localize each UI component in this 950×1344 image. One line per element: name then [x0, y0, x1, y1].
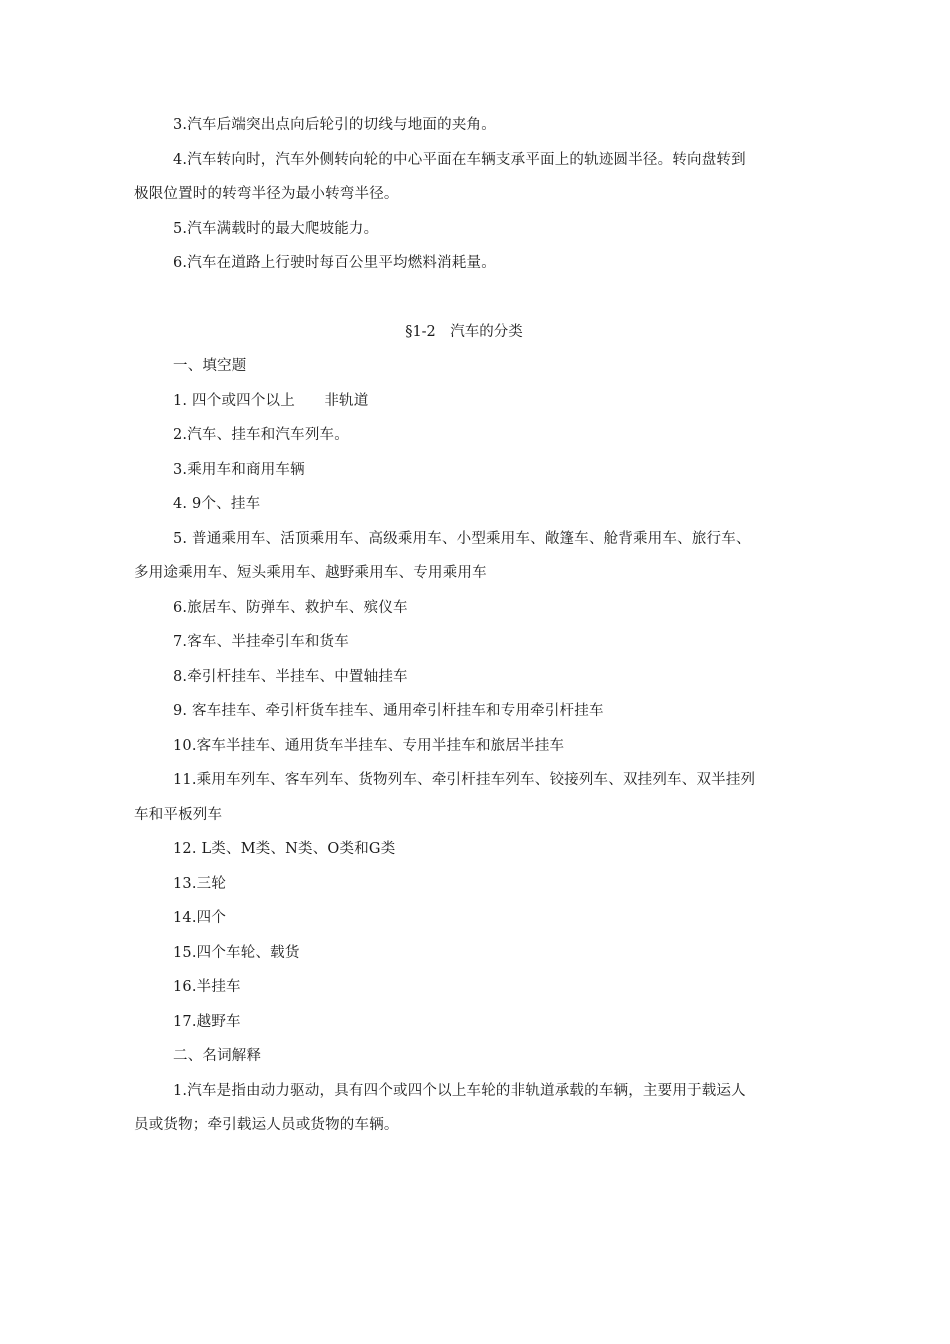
document-body [134, 108, 756, 1143]
fill-blank-answer: 15.四个车轮、载货 [173, 944, 300, 961]
fill-blank-answer: 14.四个 [173, 910, 227, 926]
section-gap [134, 281, 756, 315]
fill-blank-answer: 16.半挂车 [173, 979, 241, 995]
fill-blank-answer: 4. 9个、挂车 [173, 496, 261, 512]
fill-blank-answer: 10.客车半挂车、通用货车半挂车、专用半挂车和旅居半挂车 [173, 737, 565, 754]
fill-blank-answer: 12. L类、M类、N类、O类和G类 [173, 841, 396, 857]
fill-blank-answer: 8.牵引杆挂车、半挂车、中置轴挂车 [173, 668, 408, 685]
fill-blank-answer: 1. 四个或四个以上 非轨道 [173, 392, 369, 409]
answer-item: 3.汽车后端突出点向后轮引的切线与地面的夹角。 [173, 117, 496, 133]
answer-item: 5.汽车满载时的最大爬坡能力。 [173, 220, 379, 237]
fill-blank-answer: 3.乘用车和商用车辆 [173, 461, 305, 478]
part-title: 二、名词解释 [173, 1048, 262, 1064]
answer-item: 4.汽车转向时，汽车外侧转向轮的中心平面在车辆支承平面上的轨迹圆半径。转向盘转到极限位置时的转弯半径为最小转弯半径。 [134, 151, 746, 202]
fill-blank-answer: 2.汽车、挂车和汽车列车。 [173, 427, 349, 443]
answer-item: 6.汽车在道路上行驶时每百公里平均燃料消耗量。 [173, 255, 496, 271]
fill-blank-answer: 11.乘用车列车、客车列车、货物列车、牵引杆挂车列车、铰接列车、双挂列车、双半挂列车和平板列车 [134, 772, 756, 823]
fill-blank-answer: 13.三轮 [173, 875, 227, 892]
fill-blank-answer: 7.客车、半挂牵引车和货车 [173, 634, 349, 650]
fill-blank-answer: 5. 普通乘用车、活顶乘用车、高级乘用车、小型乘用车、敞篷车、舱背乘用车、旅行车、多用途乘用车、短头乘用车、越野乘用车、专用乘用车 [134, 530, 751, 581]
fill-blank-answer: 9. 客车挂车、牵引杆货车挂车、通用牵引杆挂车和专用牵引杆挂车 [173, 703, 604, 719]
part-title: 一、填空题 [173, 358, 247, 374]
definition-answer: 1.汽车是指由动力驱动，具有四个或四个以上车轮的非轨道承载的车辆，主要用于载运人员或货物；牵引载运人员或货物的车辆。 [134, 1082, 746, 1133]
section-title: §1-2 汽车的分类 [405, 323, 523, 340]
fill-blank-answer: 17.越野车 [173, 1013, 241, 1030]
fill-blank-answer: 6.旅居车、防弹车、救护车、殡仪车 [173, 599, 408, 616]
